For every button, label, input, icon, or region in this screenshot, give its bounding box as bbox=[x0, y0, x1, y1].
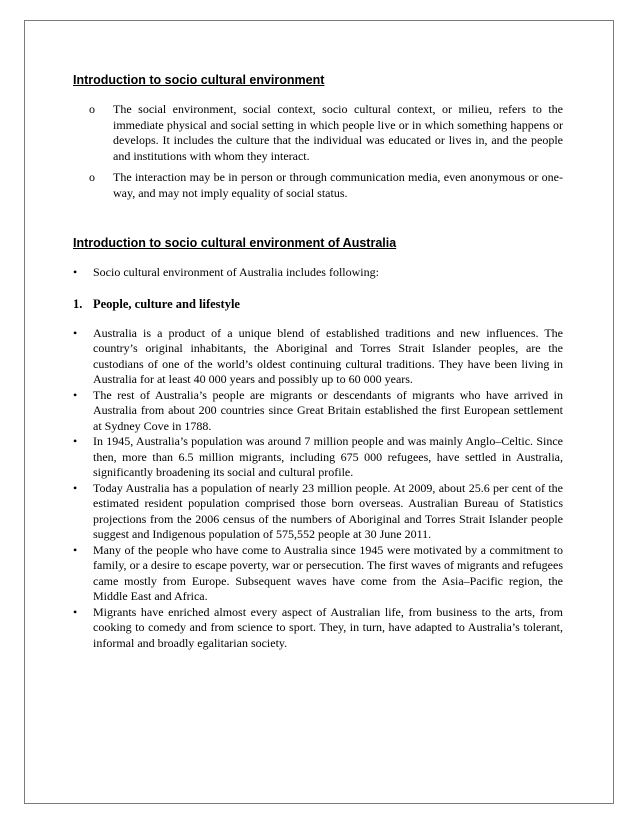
section-heading-australia: Introduction to socio cultural environment of Australia bbox=[73, 236, 397, 250]
list-item bbox=[73, 542, 563, 605]
list-item bbox=[73, 434, 563, 481]
list-item-text: Migrants have enriched almost every aspect of Australian life, from business to the arts, from cooking to comedy and from science to sport. They, in turn, have adapted to Australia’s tolerant, informal and broadly egalitarian society. bbox=[93, 604, 563, 650]
list-item-text: Australia is a product of a unique blend of established traditions and new influences. The country’s original inhabitants, the Aboriginal and Torres Strait Islander peoples, are the custodians of one of the world’s oldest continuing cultural traditions. They have been living in Australia for at least 40 000 years and possibly up to 60 000 years. bbox=[93, 325, 563, 386]
intro-list bbox=[73, 265, 563, 281]
list-item bbox=[73, 604, 563, 652]
disc-bullet-icon: • bbox=[73, 265, 78, 279]
circle-bullet-icon: o bbox=[89, 102, 95, 116]
list-item bbox=[73, 265, 563, 281]
list-item bbox=[73, 480, 563, 543]
section-heading-socio-cultural: Introduction to socio cultural environment bbox=[73, 73, 325, 87]
list-item bbox=[89, 170, 563, 201]
list-item bbox=[73, 325, 563, 388]
disc-bullet-icon: • bbox=[73, 434, 78, 448]
list-item-text: In 1945, Australia’s population was around 7 million people and was mainly Anglo–Celtic. Since then, more than 6.5 million migrants, including 675 000 refugees, have settled in Australia, significantly broadening its social and cultural profile. bbox=[93, 434, 563, 479]
list-item-text: Today Australia has a population of nearly 23 million people. At 2009, about 25.6 per cent of the estimated resident population comprised those born overseas. Australian Bureau of Statistics projections from the 2006 census of the numbers of Aboriginal and Torres Strait Islander people suggest and Indigenous population of 575,552 people at 30 June 2011. bbox=[93, 480, 563, 541]
subheading-text: People, culture and lifestyle bbox=[93, 296, 240, 311]
people-culture-list bbox=[73, 326, 563, 652]
list-item bbox=[89, 102, 563, 164]
document-body bbox=[73, 72, 563, 651]
list-item bbox=[73, 387, 563, 435]
subheading-number: 1. bbox=[73, 296, 83, 311]
disc-bullet-icon: • bbox=[73, 325, 78, 340]
disc-bullet-icon: • bbox=[73, 542, 78, 557]
circle-bullet-icon: o bbox=[89, 170, 95, 184]
list-item-text: The interaction may be in person or through communication media, even anonymous or one-way, and may not imply equality of social status. bbox=[113, 170, 563, 200]
definition-list bbox=[73, 102, 563, 201]
subheading bbox=[73, 297, 563, 312]
disc-bullet-icon: • bbox=[73, 387, 78, 402]
disc-bullet-icon: • bbox=[73, 480, 78, 495]
disc-bullet-icon: • bbox=[73, 604, 78, 619]
list-item-text: Many of the people who have come to Australia since 1945 were motivated by a commitment to family, or a desire to escape poverty, war or persecution. The first waves of migrants and refugees came mostly from Europe. Subsequent waves have come from the Asia–Pacific region, the Middle East and Africa. bbox=[93, 542, 563, 603]
list-item-text: The social environment, social context, socio cultural context, or milieu, refers to the immediate physical and social setting in which people live or in which something happens or develops. It includes the culture that the individual was educated or lives in, and the people and institutions with whom they interact. bbox=[113, 102, 563, 163]
list-item-text: The rest of Australia’s people are migrants or descendants of migrants who have arrived in Australia from about 200 countries since Great Britain established the first European settlement at Sydney Cove in 1788. bbox=[93, 387, 563, 433]
list-item-text: Socio cultural environment of Australia includes following: bbox=[93, 265, 379, 279]
